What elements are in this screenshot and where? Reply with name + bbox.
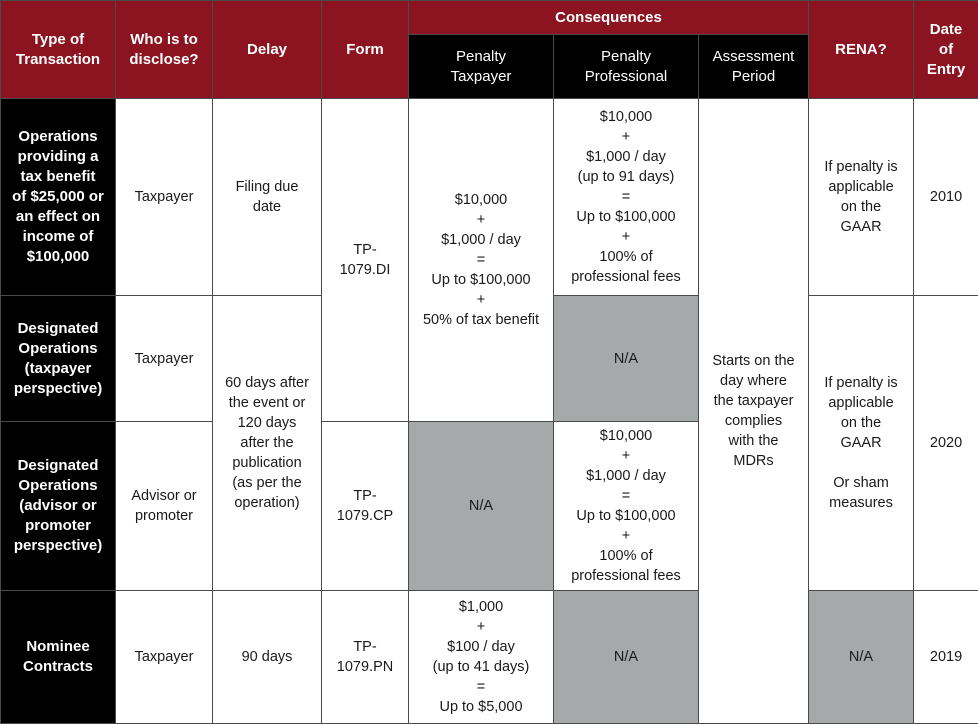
row-designated-taxpayer-professional-penalty: N/A bbox=[554, 296, 699, 422]
header-type-of-transaction: Type of Transaction bbox=[1, 1, 116, 99]
row-nominee-contracts-type: Nominee Contracts bbox=[1, 591, 116, 724]
row-operations-tax-benefit-date: 2010 bbox=[914, 99, 978, 296]
row-nominee-contracts-who: Taxpayer bbox=[116, 591, 213, 724]
row-operations-tax-benefit-delay: Filing due date bbox=[213, 99, 322, 296]
row-operations-tax-benefit-type: Operations providing a tax benefit of $25,000 or an effect on income of $100,000 bbox=[1, 99, 116, 296]
row-nominee-contracts-taxpayer-penalty: $1,000 + $100 / day (up to 41 days) = Up to $5,000 bbox=[409, 591, 554, 724]
penalty-taxpayer-shared: $10,000 + $1,000 / day = Up to $100,000 + 50% of tax benefit bbox=[409, 99, 554, 422]
row-nominee-contracts-delay: 90 days bbox=[213, 591, 322, 724]
row-operations-tax-benefit-professional-penalty: $10,000 + $1,000 / day (up to 91 days) = Up to $100,000 + 100% of professional fees bbox=[554, 99, 699, 296]
assessment-period-shared: Starts on the day where the taxpayer complies with the MDRs bbox=[699, 99, 809, 724]
row-designated-advisor-taxpayer-penalty: N/A bbox=[409, 422, 554, 591]
header-assessment-period: Assessment Period bbox=[699, 35, 809, 99]
header-form: Form bbox=[322, 1, 409, 99]
form-tp-1079-pn: TP- 1079.PN bbox=[322, 591, 409, 724]
row-nominee-contracts-professional-penalty: N/A bbox=[554, 591, 699, 724]
header-rena: RENA? bbox=[809, 1, 914, 99]
form-tp-1079-di: TP- 1079.DI bbox=[322, 99, 409, 422]
row-designated-advisor-professional-penalty: $10,000 + $1,000 / day = Up to $100,000 + 100% of professional fees bbox=[554, 422, 699, 591]
header-delay: Delay bbox=[213, 1, 322, 99]
row-designated-taxpayer-who: Taxpayer bbox=[116, 296, 213, 422]
row-nominee-contracts-rena: N/A bbox=[809, 591, 914, 724]
row-designated-taxpayer-type: Designated Operations (taxpayer perspective) bbox=[1, 296, 116, 422]
form-tp-1079-cp: TP- 1079.CP bbox=[322, 422, 409, 591]
row-designated-advisor-who: Advisor or promoter bbox=[116, 422, 213, 591]
row-nominee-contracts-date: 2019 bbox=[914, 591, 978, 724]
delay-designated-shared: 60 days after the event or 120 days after the publication (as per the operation) bbox=[213, 296, 322, 591]
header-date-of-entry: Date of Entry bbox=[914, 1, 978, 99]
row-designated-advisor-type: Designated Operations (advisor or promoter perspective) bbox=[1, 422, 116, 591]
header-penalty-professional: Penalty Professional bbox=[554, 35, 699, 99]
row-operations-tax-benefit-rena: If penalty is applicable on the GAAR bbox=[809, 99, 914, 296]
rena-designated-shared: If penalty is applicable on the GAAR Or sham measures bbox=[809, 296, 914, 591]
header-who-discloses: Who is to disclose? bbox=[116, 1, 213, 99]
row-operations-tax-benefit-who: Taxpayer bbox=[116, 99, 213, 296]
date-designated-shared: 2020 bbox=[914, 296, 978, 591]
header-consequences: Consequences bbox=[409, 1, 809, 35]
header-penalty-taxpayer: Penalty Taxpayer bbox=[409, 35, 554, 99]
